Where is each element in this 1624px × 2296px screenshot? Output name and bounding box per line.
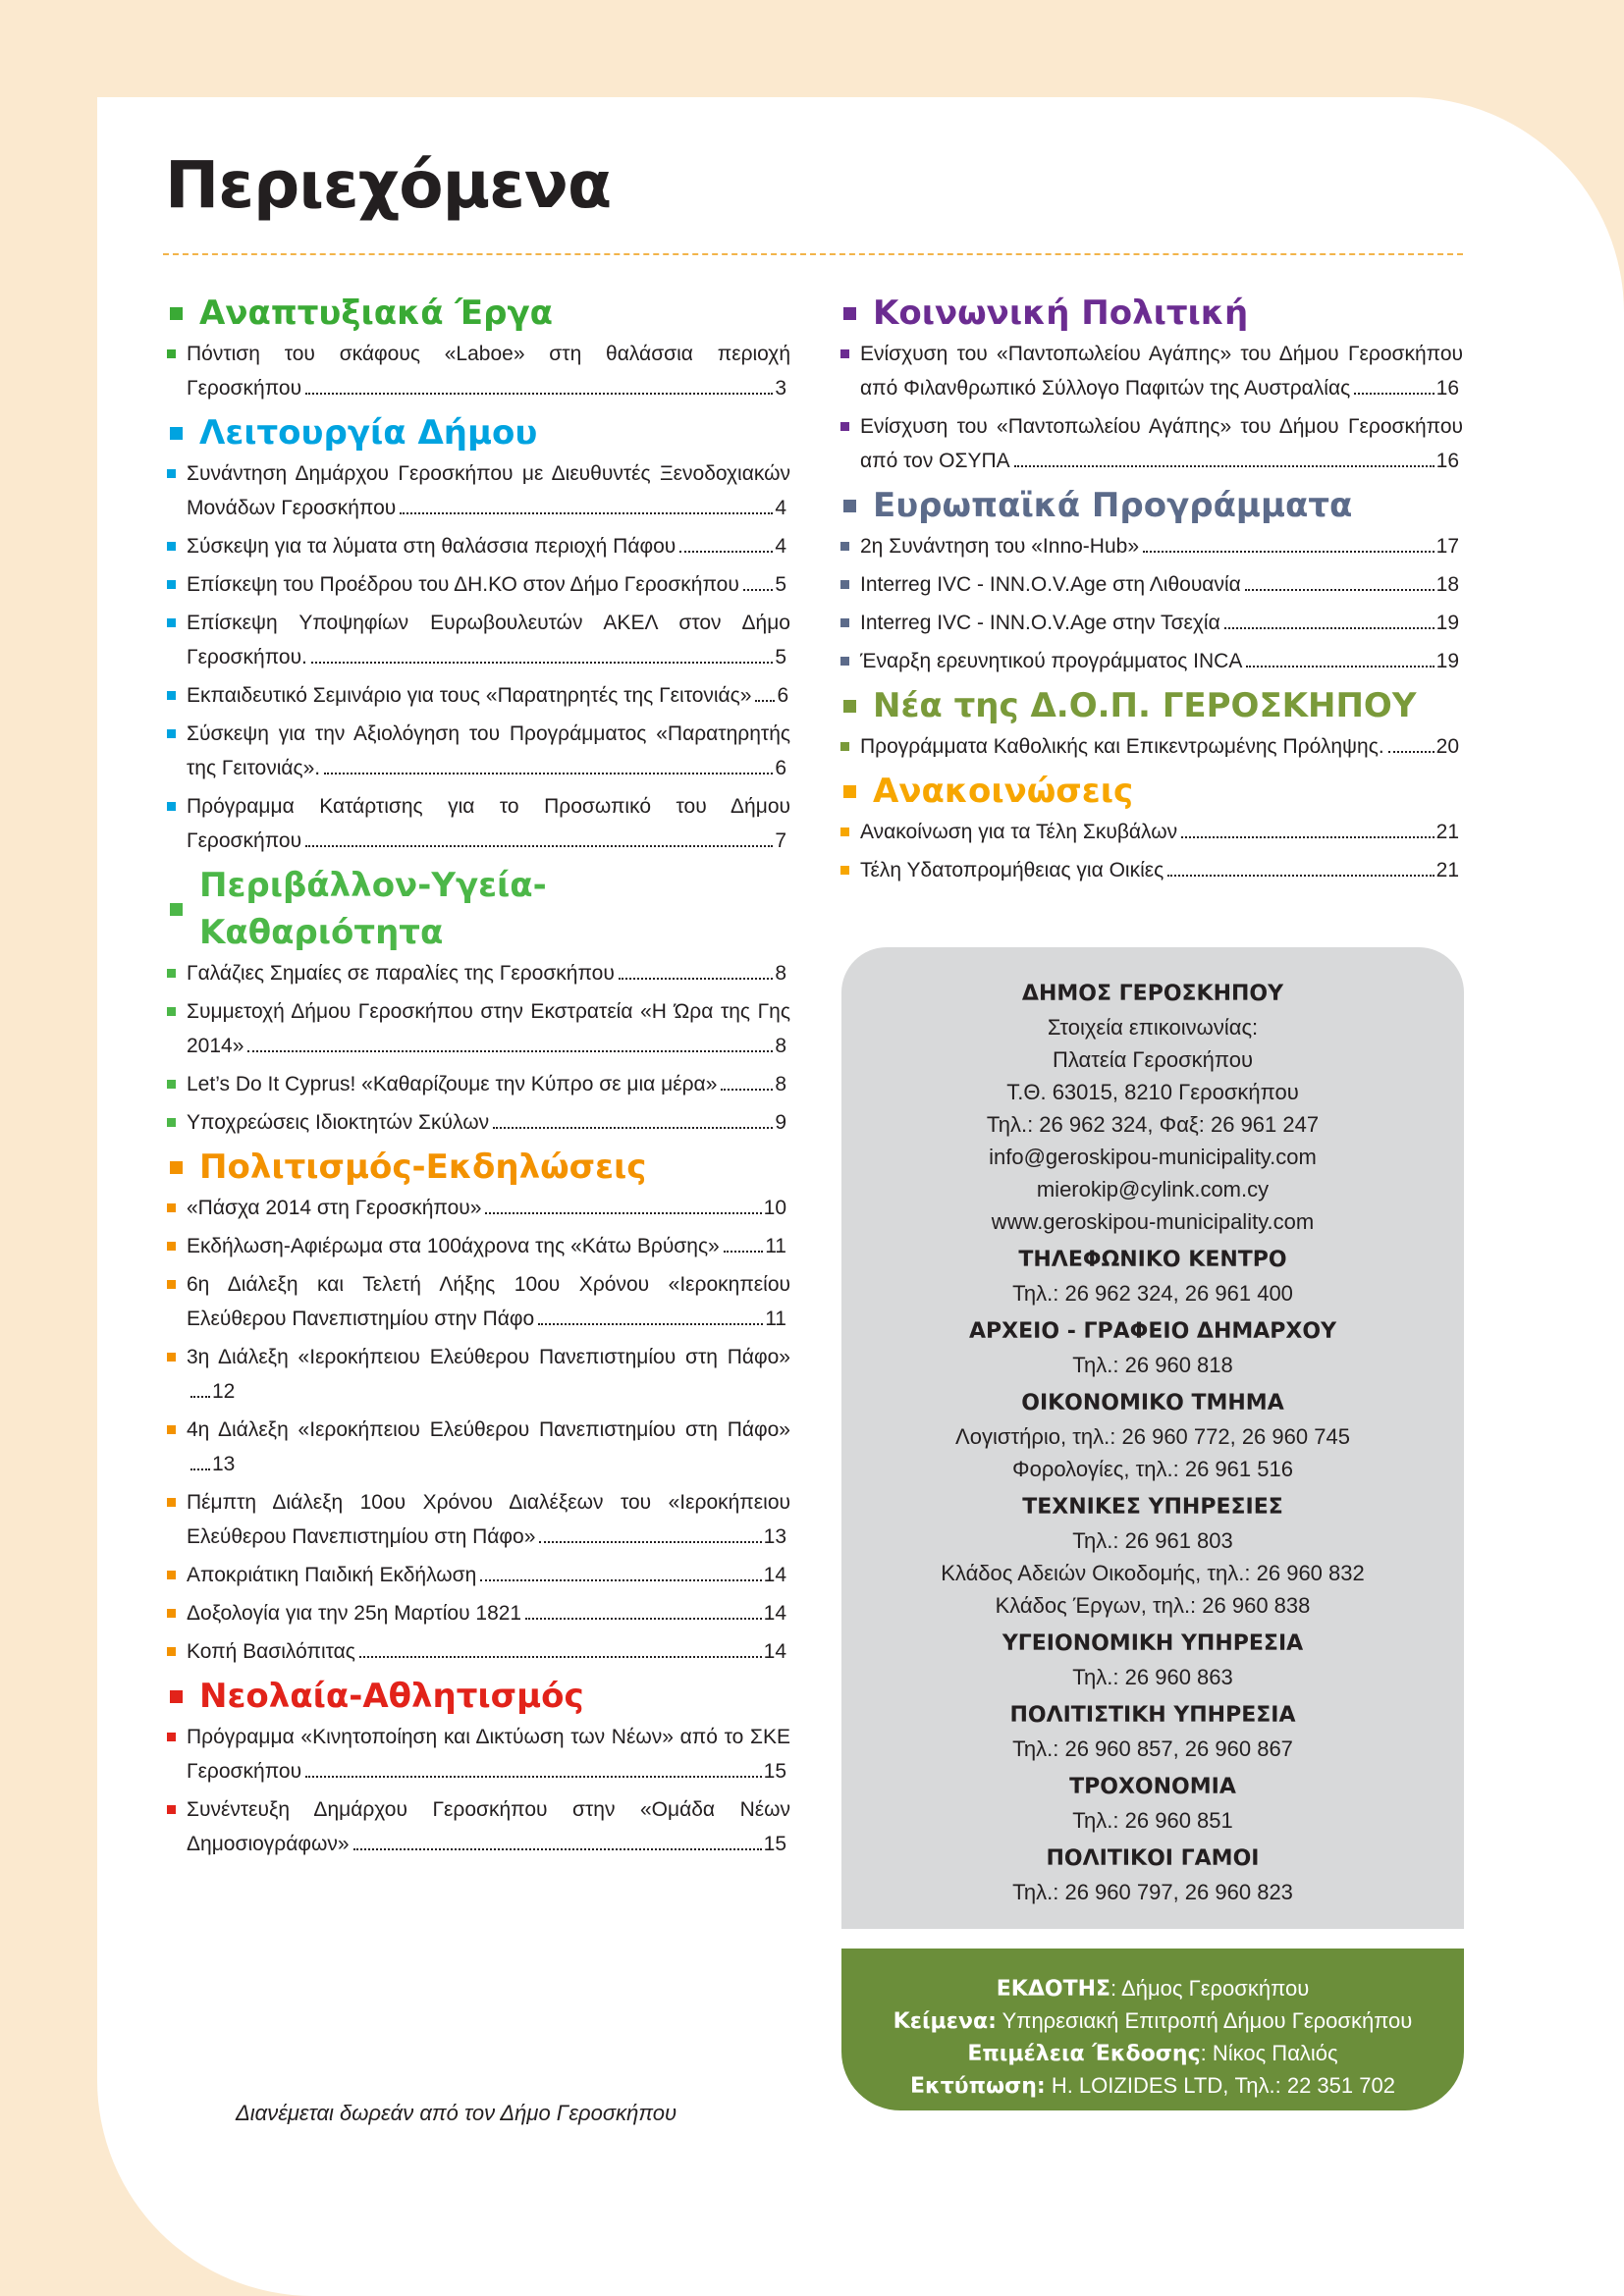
toc-entry-page: 8: [775, 962, 786, 985]
toc-entry-title: Εκδήλωση-Αφιέρωμα στα 100άχρονα της «Κάτω Βρύσης»: [187, 1235, 720, 1257]
toc-entry-title: Συνέντευξη Δημάρχου Γεροσκήπου στην «Ομάδα Νέων Δημοσιογράφων»: [187, 1798, 790, 1855]
section-heading-text: Πολιτισμός-Εκδηλώσεις: [199, 1148, 647, 1187]
toc-entry-title: Επίσκεψη του Προέδρου του ΔΗ.ΚΟ στον Δήμο Γεροσκήπου: [187, 573, 739, 596]
toc-entry-title: Έναρξη ερευνητικού προγράμματος INCA: [860, 650, 1243, 672]
dot-leader: [485, 1212, 761, 1214]
publisher-value: Υπηρεσιακή Επιτροπή Δήμου Γεροσκήπου: [996, 2008, 1413, 2033]
entry-bullet-icon: [167, 1191, 187, 1225]
toc-entry-title: Τέλη Υδατοπρομήθειας για Οικίες: [860, 859, 1164, 881]
toc-entry-page: 6: [777, 684, 789, 707]
toc-entry-page: 7: [775, 829, 786, 852]
toc-entry[interactable]: [840, 529, 1463, 563]
toc-entry-title: Επίσκεψη Υποψηφίων Ευρωβουλευτών ΑΚΕΛ στον Δήμο Γεροσκήπου.: [187, 612, 790, 668]
toc-entry[interactable]: [167, 567, 790, 602]
toc-entry-text: [860, 337, 1463, 405]
section-heading-text: Λειτουργία Δήμου: [199, 413, 538, 453]
toc-entry-text: [860, 606, 1463, 640]
toc-entry-page: 21: [1435, 821, 1459, 843]
toc-entry-text: [187, 789, 790, 858]
department-line: Τηλ.: 26 962 324, 26 961 400: [1012, 1281, 1293, 1306]
entry-bullet-icon: [167, 456, 187, 525]
toc-entry[interactable]: [840, 567, 1463, 602]
toc-entry-text: [187, 456, 790, 525]
toc-entry-page: 10: [763, 1197, 786, 1219]
toc-entry-page: 8: [775, 1073, 786, 1095]
dot-leader: [305, 1776, 762, 1778]
toc-entry-text: [187, 678, 790, 713]
dot-leader: [539, 1541, 761, 1543]
toc-entry-text: [187, 717, 790, 785]
dot-leader: [305, 845, 773, 847]
toc-entry-page: 18: [1435, 573, 1459, 596]
section-heading-text: Αναπτυξιακά Έργα: [199, 294, 554, 333]
publisher-label: Κείμενα:: [893, 2009, 997, 2034]
contact-line: mierokip@cylink.com.cy: [1036, 1177, 1270, 1201]
dot-leader: [679, 551, 773, 553]
section-heading: [840, 482, 1463, 529]
department-name: ΠΟΛΙΤΙΣΤΙΚΗ ΥΠΗΡΕΣΙΑ: [1009, 1703, 1296, 1728]
department-name: ΠΟΛΙΤΙΚΟΙ ΓΑΜΟΙ: [1046, 1846, 1260, 1871]
dot-leader: [359, 1656, 762, 1658]
toc-entry-page: 21: [1435, 859, 1459, 881]
toc-entry-text: [187, 1792, 790, 1861]
section-heading: [840, 290, 1463, 337]
department-line: Τηλ.: 26 960 851: [1072, 1808, 1233, 1833]
dot-leader: [480, 1579, 761, 1581]
section-heading-text: Νεολαία-Αθλητισμός: [199, 1677, 584, 1716]
square-bullet-icon: [170, 903, 183, 916]
toc-entry[interactable]: [840, 729, 1463, 764]
toc-entry-page: 8: [775, 1035, 786, 1057]
section-heading: [840, 768, 1463, 815]
toc-entry-page: 13: [212, 1453, 236, 1475]
toc-entry-title: Εκπαιδευτικό Σεμινάριο για τους «Παρατηρητές της Γειτονιάς»: [187, 684, 752, 707]
dot-leader: [353, 1848, 762, 1850]
entry-bullet-icon: [167, 678, 187, 713]
toc-entry[interactable]: [167, 1340, 790, 1409]
toc-entry-page: 4: [775, 535, 786, 558]
dot-leader: [1143, 551, 1435, 553]
entry-bullet-icon: [167, 1720, 187, 1789]
toc-entry[interactable]: [840, 409, 1463, 478]
publisher-value: : Δήμος Γεροσκήπου: [1110, 1976, 1310, 2001]
entry-bullet-icon: [167, 1340, 187, 1409]
toc-entry-page: 19: [1435, 650, 1459, 672]
footer-note: Διανέμεται δωρεάν από τον Δήμο Γεροσκήπου: [236, 2101, 677, 2125]
department-line: Τηλ.: 26 960 857, 26 960 867: [1012, 1736, 1293, 1761]
department-line: Τηλ.: 26 960 863: [1072, 1665, 1233, 1689]
toc-entry[interactable]: [167, 1485, 790, 1554]
dot-leader: [324, 773, 773, 774]
entry-bullet-icon: [167, 1596, 187, 1630]
square-bullet-icon: [170, 307, 183, 320]
department-line: Λογιστήριο, τηλ.: 26 960 772, 26 960 745: [955, 1424, 1350, 1449]
entry-bullet-icon: [167, 529, 187, 563]
toc-entry-text: [187, 1634, 790, 1669]
toc-entry[interactable]: [167, 1413, 790, 1481]
dot-leader: [525, 1618, 762, 1620]
department-name: ΤΕΧΝΙΚΕΣ ΥΠΗΡΕΣΙΕΣ: [1022, 1495, 1283, 1520]
department-name: ΥΓΕΙΟΝΟΜΙΚΗ ΥΠΗΡΕΣΙΑ: [1001, 1631, 1304, 1656]
publisher-line: [841, 2070, 1464, 2103]
toc-entry-text: [860, 729, 1463, 764]
toc-entry[interactable]: [167, 717, 790, 785]
toc-entry-text: [187, 1413, 790, 1481]
toc-entry[interactable]: [167, 1229, 790, 1263]
toc-entry-text: [187, 1229, 790, 1263]
toc-entry-text: [187, 1191, 790, 1225]
toc-entry[interactable]: [167, 994, 790, 1063]
toc-entry-page: 16: [1435, 377, 1459, 400]
toc-entry-text: [187, 1340, 790, 1409]
department-line: Τηλ.: 26 961 803: [1072, 1528, 1233, 1553]
toc-entry-title: Ενίσχυση του «Παντοπωλείου Αγάπης» του Δήμου Γεροσκήπου από Φιλανθρωπικό Σύλλογο Παφιτών της Αυστραλίας: [860, 343, 1463, 400]
dot-leader: [721, 1089, 773, 1091]
toc-entry[interactable]: [167, 606, 790, 674]
toc-entry-title: Πέμπτη Διάλεξη 10ου Χρόνου Διαλέξεων του «Ιεροκήπειου Ελεύθερου Πανεπιστημίου στη Πάφο»: [187, 1491, 790, 1548]
dot-leader: [247, 1050, 773, 1052]
toc-entry[interactable]: [840, 853, 1463, 887]
entry-bullet-icon: [840, 567, 860, 602]
contact-line: Τηλ.: 26 962 324, Φαξ: 26 961 247: [986, 1112, 1320, 1137]
section-heading-text: Περιβάλλον-Υγεία-Καθαριότητα: [199, 866, 547, 952]
entry-bullet-icon: [840, 815, 860, 849]
toc-entry-text: [187, 1105, 790, 1140]
toc-entry[interactable]: [167, 1558, 790, 1592]
entry-bullet-icon: [167, 717, 187, 785]
entry-bullet-icon: [167, 1634, 187, 1669]
toc-entry-page: 12: [212, 1380, 236, 1403]
toc-entry-page: 17: [1435, 535, 1459, 558]
entry-bullet-icon: [167, 1105, 187, 1140]
department-line: Κλάδος Έργων, τηλ.: 26 960 838: [995, 1593, 1311, 1618]
toc-entry-title: Σύσκεψη για τα λύματα στη θαλάσσια περιοχή Πάφου: [187, 535, 677, 558]
toc-entry[interactable]: [167, 1267, 790, 1336]
publisher-box: [841, 1949, 1464, 2110]
entry-bullet-icon: [167, 956, 187, 990]
dot-leader: [305, 393, 773, 395]
toc-entry-text: [187, 1067, 790, 1101]
publisher-label: Επιμέλεια Έκδοσης: [967, 2042, 1201, 2066]
entry-bullet-icon: [167, 606, 187, 674]
square-bullet-icon: [843, 785, 856, 798]
toc-entry-text: [187, 1596, 790, 1630]
section-heading: [167, 1673, 790, 1720]
toc-entry[interactable]: [167, 1720, 790, 1789]
toc-entry[interactable]: [167, 1634, 790, 1669]
department-name: ΑΡΧΕΙΟ - ΓΡΑΦΕΙΟ ΔΗΜΑΡΧΟΥ: [969, 1319, 1336, 1344]
toc-entry-title: 4η Διάλεξη «Ιεροκήπειου Ελεύθερου Πανεπιστημίου στη Πάφο»: [187, 1418, 790, 1441]
toc-entry-page: 19: [1435, 612, 1459, 634]
toc-entry-title: Interreg IVC - INN.O.V.Age στη Λιθουανία: [860, 573, 1241, 596]
toc-entry-page: 3: [775, 377, 786, 400]
section-heading-text: Νέα της Δ.Ο.Π. ΓΕΡΟΣΚΗΠΟΥ: [873, 686, 1417, 725]
dot-leader: [724, 1251, 763, 1253]
toc-entry-text: [187, 1267, 790, 1336]
toc-entry-title: Συμμετοχή Δήμου Γεροσκήπου στην Εκστρατεία «Η Ώρα της Γης 2014»: [187, 1000, 790, 1057]
contact-line: www.geroskipou-municipality.com: [991, 1209, 1315, 1234]
section-heading: [167, 409, 790, 456]
toc-entry-text: [860, 567, 1463, 602]
toc-entry-page: 14: [763, 1602, 786, 1625]
entry-bullet-icon: [840, 337, 860, 405]
toc-entry[interactable]: [167, 1191, 790, 1225]
entry-bullet-icon: [167, 337, 187, 405]
toc-entry-page: 15: [763, 1760, 786, 1783]
department-name: ΟΙΚΟΝΟΜΙΚΟ ΤΜΗΜΑ: [1021, 1391, 1284, 1415]
dot-leader: [1014, 465, 1435, 467]
dot-leader: [1224, 627, 1435, 629]
entry-bullet-icon: [167, 1229, 187, 1263]
toc-entry-title: Προγράμματα Καθολικής και Επικεντρωμένης Πρόληψης.: [860, 735, 1384, 758]
department-name: ΤΗΛΕΦΩΝΙΚΟ ΚΕΝΤΡΟ: [1018, 1248, 1287, 1272]
toc-entry[interactable]: [167, 1596, 790, 1630]
square-bullet-icon: [170, 1690, 183, 1703]
contact-line: Στοιχεία επικοινωνίας:: [1047, 1015, 1259, 1040]
toc-entry-title: Υποχρεώσεις Ιδιοκτητών Σκύλων: [187, 1111, 490, 1134]
toc-entry-text: [187, 529, 790, 563]
toc-entry-title: Πρόγραμμα «Κινητοποίηση και Δικτύωση των Νέων» από το ΣΚΕ Γεροσκήπου: [187, 1726, 790, 1783]
dot-leader: [190, 1396, 210, 1398]
toc-entry[interactable]: [840, 337, 1463, 405]
toc-entry[interactable]: [840, 815, 1463, 849]
toc-entry[interactable]: [167, 337, 790, 405]
toc-entry[interactable]: [840, 644, 1463, 678]
toc-entry[interactable]: [167, 956, 790, 990]
toc-entry-text: [187, 1485, 790, 1554]
section-heading: [167, 862, 790, 956]
section-heading-text: Ευρωπαϊκά Προγράμματα: [873, 486, 1353, 525]
section-heading: [167, 290, 790, 337]
dot-leader: [619, 978, 774, 980]
square-bullet-icon: [170, 1161, 183, 1174]
toc-entry-title: 6η Διάλεξη και Τελετή Λήξης 10ου Χρόνου «Ιεροκηπείου Ελεύθερου Πανεπιστημίου στην Πάφο: [187, 1273, 790, 1330]
toc-entry-title: Δοξολογία για την 25η Μαρτίου 1821: [187, 1602, 522, 1625]
toc-entry-text: [860, 409, 1463, 478]
toc-entry[interactable]: [167, 678, 790, 713]
dot-leader: [743, 589, 773, 591]
department-line: Φορολογίες, τηλ.: 26 961 516: [1012, 1457, 1293, 1481]
toc-entry-title: Πρόγραμμα Κατάρτισης για το Προσωπικό του Δήμου Γεροσκήπου: [187, 795, 790, 852]
toc-entry[interactable]: [167, 1067, 790, 1101]
dot-leader: [1245, 589, 1435, 591]
toc-entry-text: [187, 1558, 790, 1592]
section-heading: [840, 682, 1463, 729]
toc-entry-text: [187, 994, 790, 1063]
toc-entry-title: Interreg IVC - INN.O.V.Age στην Τσεχία: [860, 612, 1220, 634]
department-line: Τηλ.: 26 960 797, 26 960 823: [1012, 1880, 1293, 1904]
dot-leader: [1388, 751, 1435, 753]
entry-bullet-icon: [167, 1485, 187, 1554]
toc-entry-title: Ανακοίνωση για τα Τέλη Σκυβάλων: [860, 821, 1178, 843]
publisher-line: [841, 1973, 1464, 2005]
toc-entry-title: «Πάσχα 2014 στη Γεροσκήπου»: [187, 1197, 482, 1219]
toc-entry-title: Γαλάζιες Σημαίες σε παραλίες της Γεροσκήπου: [187, 962, 615, 985]
contact-line: Πλατεία Γεροσκήπου: [1052, 1047, 1254, 1072]
toc-entry-page: 15: [763, 1833, 786, 1855]
dot-leader: [190, 1468, 210, 1470]
entry-bullet-icon: [167, 1067, 187, 1101]
entry-bullet-icon: [167, 1792, 187, 1861]
toc-entry-title: Ενίσχυση του «Παντοπωλείου Αγάπης» του Δήμου Γεροσκήπου από τον ΟΣΥΠΑ: [860, 415, 1463, 472]
toc-entry-page: 20: [1435, 735, 1459, 758]
entry-bullet-icon: [840, 409, 860, 478]
contact-box: [841, 947, 1464, 1929]
entry-bullet-icon: [167, 994, 187, 1063]
toc-entry-title: Κοπή Βασιλόπιτας: [187, 1640, 355, 1663]
dot-leader: [1354, 393, 1434, 395]
entry-bullet-icon: [167, 567, 187, 602]
dot-leader: [493, 1127, 773, 1129]
dot-leader: [400, 512, 773, 514]
toc-entry[interactable]: [167, 1105, 790, 1140]
toc-entry-page: 14: [763, 1640, 786, 1663]
entry-bullet-icon: [840, 644, 860, 678]
toc-right-column: [840, 287, 1463, 891]
toc-entry-title: Σύσκεψη για την Αξιολόγηση του Προγράμματος «Παρατηρητής της Γειτονιάς».: [187, 722, 790, 779]
toc-left-column: [167, 287, 790, 1865]
contact-org: ΔΗΜΟΣ ΓΕΡΟΣΚΗΠΟΥ: [1021, 982, 1284, 1006]
toc-entry-text: [187, 606, 790, 674]
toc-entry-page: 5: [775, 646, 786, 668]
dot-leader: [538, 1323, 763, 1325]
square-bullet-icon: [170, 427, 183, 440]
toc-entry-title: Πόντιση του σκάφους «Laboe» στη θαλάσσια περιοχή Γεροσκήπου: [187, 343, 790, 400]
dot-leader: [311, 662, 773, 664]
dot-leader: [1246, 666, 1434, 667]
toc-entry-page: 5: [775, 573, 786, 596]
entry-bullet-icon: [167, 1558, 187, 1592]
toc-entry-title: Αποκριάτικη Παιδική Εκδήλωση: [187, 1564, 477, 1586]
entry-bullet-icon: [840, 606, 860, 640]
toc-entry[interactable]: [167, 789, 790, 858]
publisher-line: [841, 2005, 1464, 2038]
entry-bullet-icon: [167, 1267, 187, 1336]
publisher-label: Εκτύπωση:: [910, 2074, 1046, 2099]
toc-entry-page: 4: [775, 497, 786, 519]
dot-leader: [755, 700, 775, 702]
section-heading-text: Ανακοινώσεις: [873, 772, 1134, 811]
section-heading-text: Κοινωνική Πολιτική: [873, 294, 1249, 333]
toc-entry-text: [860, 644, 1463, 678]
entry-bullet-icon: [167, 789, 187, 858]
toc-entry-page: 13: [763, 1525, 786, 1548]
toc-entry-text: [860, 815, 1463, 849]
department-line: Τηλ.: 26 960 818: [1072, 1353, 1233, 1377]
toc-entry[interactable]: [167, 456, 790, 525]
toc-entry-page: 9: [775, 1111, 786, 1134]
square-bullet-icon: [843, 307, 856, 320]
toc-entry-page: 14: [763, 1564, 786, 1586]
publisher-value: : Νίκος Παλιός: [1200, 2041, 1338, 2065]
department-line: Κλάδος Αδειών Οικοδομής, τηλ.: 26 960 832: [941, 1561, 1365, 1585]
contact-line: info@geroskipou-municipality.com: [989, 1145, 1317, 1169]
toc-entry-text: [860, 853, 1463, 887]
entry-bullet-icon: [840, 853, 860, 887]
toc-entry-page: 11: [765, 1308, 786, 1330]
toc-entry-page: 11: [765, 1235, 786, 1257]
toc-entry[interactable]: [840, 606, 1463, 640]
square-bullet-icon: [843, 700, 856, 713]
toc-entry-text: [187, 956, 790, 990]
publisher-line: [841, 2038, 1464, 2070]
dot-leader: [1167, 875, 1434, 877]
toc-entry-page: 6: [775, 757, 786, 779]
toc-entry-title: 2η Συνάντηση του «Inno-Hub»: [860, 535, 1139, 558]
toc-entry-text: [860, 529, 1463, 563]
entry-bullet-icon: [167, 1413, 187, 1481]
toc-entry[interactable]: [167, 1792, 790, 1861]
toc-entry-title: 3η Διάλεξη «Ιεροκήπειου Ελεύθερου Πανεπιστημίου στη Πάφο»: [187, 1346, 790, 1368]
publisher-label: ΕΚΔΟΤΗΣ: [996, 1977, 1111, 2002]
publisher-value: H. LOIZIDES LTD, Τηλ.: 22 351 702: [1045, 2073, 1395, 2098]
department-name: ΤΡΟΧΟΝΟΜΙΑ: [1069, 1775, 1236, 1799]
toc-entry-text: [187, 567, 790, 602]
toc-entry-title: Let’s Do It Cyprus! «Καθαρίζουμε την Κύπρο σε μια μέρα»: [187, 1073, 718, 1095]
title-divider: [163, 253, 1463, 255]
toc-entry-text: [187, 337, 790, 405]
page-title: Περιεχόμενα: [165, 147, 612, 223]
contact-line: Τ.Θ. 63015, 8210 Γεροσκήπου: [1006, 1080, 1299, 1104]
square-bullet-icon: [843, 500, 856, 512]
dot-leader: [1181, 836, 1435, 838]
toc-entry[interactable]: [167, 529, 790, 563]
toc-entry-title: Συνάντηση Δημάρχου Γεροσκήπου με Διευθυντές Ξενοδοχιακών Μονάδων Γεροσκήπου: [187, 462, 790, 519]
toc-entry-page: 16: [1435, 450, 1459, 472]
section-heading: [167, 1144, 790, 1191]
toc-entry-text: [187, 1720, 790, 1789]
entry-bullet-icon: [840, 729, 860, 764]
entry-bullet-icon: [840, 529, 860, 563]
